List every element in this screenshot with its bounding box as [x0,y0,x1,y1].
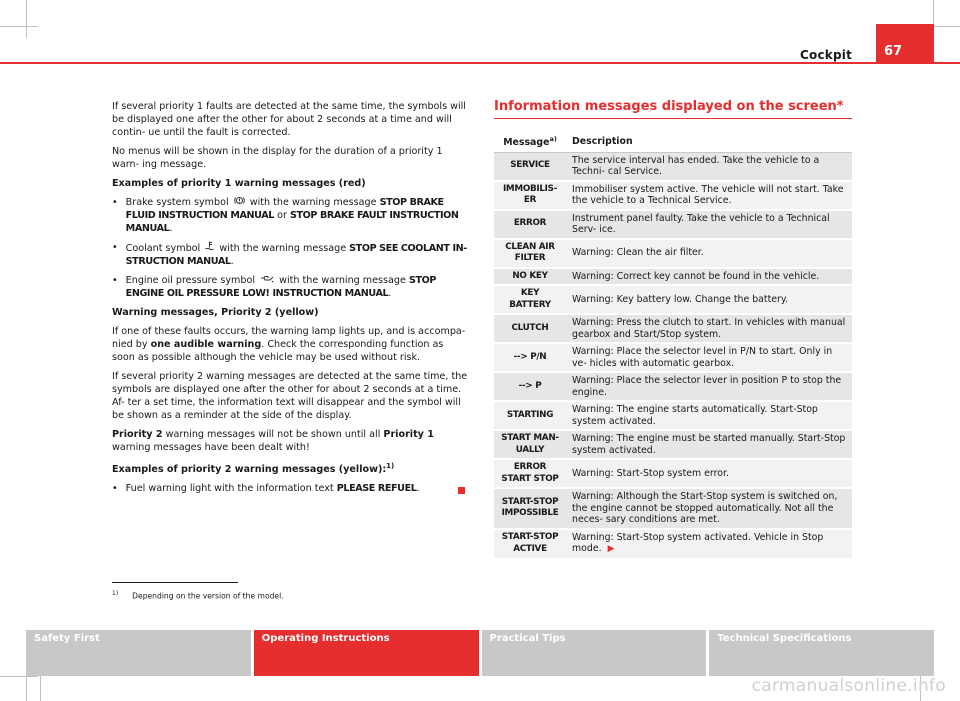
crop-mark [40,676,41,701]
table-row [494,268,852,286]
paragraph: If one of these faults occurs, the warning lamp lights up, and is accompa- nied by one audible warning. Check the corresponding function as soon as possible although the vehicle may be used without risk. [112,326,466,363]
table-row [494,459,852,488]
message-cell: CLEAN AIR FILTER [494,239,566,268]
subheading: Warning messages, Priority 2 (yellow) [112,307,319,318]
message-cell: ERROR START STOP [494,459,566,488]
description-cell: Warning: The engine must be started manually. Start-Stop system activated. [566,430,852,459]
description-cell: Warning: Clean the air filter. [566,239,852,268]
table-row [494,285,852,314]
message-cell: START-STOP IMPOSSIBLE [494,488,566,529]
brake-warning-icon [234,196,245,209]
footer-tab-operating-instructions[interactable]: Operating Instructions [254,630,479,676]
list-item: • Fuel warning light with the information text PLEASE REFUEL. [112,483,420,495]
description-cell: The service interval has ended. Take the vehicle to a Techni- cal Service. [566,152,852,181]
paragraph: If several priority 2 warning messages are detected at the same time, the symbols are displayed one after the other for about 2 seconds at a time. Af- ter a set time, the information text will disappear and the symbol will be shown as a reminder at the side of the display. [112,371,468,421]
crop-mark [26,0,27,38]
bullet-dot: • [112,197,118,208]
description-cell: Warning: Key battery low. Change the battery. [566,285,852,314]
table-row [494,529,852,559]
section-end-marker [458,487,465,494]
list-item: • Engine oil pressure symbol with the warning message STOP ENGINE OIL PRESSURE LOW! INSTRUCTION MANUAL. [112,275,437,299]
paragraph: No menus will be shown in the display for the duration of a priority 1 warn- ing message. [112,146,443,170]
message-cell: --> P [494,372,566,401]
coolant-icon [205,241,214,255]
message-cell: STARTING [494,401,566,430]
footer-tab-practical-tips[interactable]: Practical Tips [482,630,707,676]
table-row [494,314,852,343]
footer-tab-technical-specifications[interactable]: Technical Specifications [709,630,934,676]
table-row [494,239,852,268]
header-rule [0,62,960,64]
section-title: Cockpit [800,48,852,62]
table-row [494,343,852,372]
message-cell: CLUTCH [494,314,566,343]
footnote-rule [112,582,238,583]
list-item: • Brake system symbol with the warning message STOP BRAKE FLUID INSTRUCTION MANUAL or STOP BRAKE FAULT INSTRUCTION MANUAL. [112,197,459,234]
table-header-row [494,132,852,152]
description-cell: Instrument panel faulty. Take the vehicle to a Technical Serv- ice. [566,210,852,239]
paragraph: Priority 2 warning messages will not be shown until all Priority 1 warning messages have been dealt with! [112,429,434,453]
crop-mark [0,26,38,27]
table-row [494,372,852,401]
column-header-message: Message$^{a)}$ [494,132,566,152]
description-cell: Warning: Start-Stop system activated. Vehicle in Stop mode. ▶ [566,529,852,559]
message-cell: SERVICE [494,152,566,181]
table-row [494,152,852,181]
table-row [494,488,852,529]
table-row [494,430,852,459]
list-item: • Coolant symbol with the warning message STOP SEE COOLANT IN- STRUCTION MANUAL. [112,242,467,267]
footer-tab-safety-first[interactable]: Safety First [26,630,251,676]
paragraph: If several priority 1 faults are detected at the same time, the symbols will be displayed one after the other for about 2 seconds at a time and will contin- ue until the fault is corrected. [112,101,466,138]
description-cell: Warning: The engine starts automatically. Start-Stop system activated. [566,401,852,430]
message-cell: ERROR [494,210,566,239]
page-number: 67 [876,24,934,64]
footer-nav [26,630,934,676]
message-cell: IMMOBILIS- ER [494,181,566,210]
description-cell: Warning: Place the selector level in P/N to start. Only in ve- hicles with automatic gearbox. [566,343,852,372]
crop-mark [0,676,38,677]
message-cell: --> P/N [494,343,566,372]
subheading: Examples of priority 2 warning messages (yellow):$^{1)}$ [112,462,395,476]
message-cell: START MAN- UALLY [494,430,566,459]
description-cell: Warning: Start-Stop system error. [566,459,852,488]
title-rule [494,118,852,119]
message-cell: KEY BATTERY [494,285,566,314]
description-cell: Warning: Press the clutch to start. In vehicles with manual gearbox and Start/Stop system. [566,314,852,343]
continue-arrow-icon: ▶ [607,544,615,555]
footnote: $^{1)}$ Depending on the version of the model. [112,590,284,601]
left-column [112,100,468,501]
table-row [494,181,852,210]
description-cell: Warning: Place the selector lever in position P to stop the engine. [566,372,852,401]
oil-pressure-icon [260,274,274,287]
bullet-dot: • [112,242,118,253]
messages-table [494,132,852,560]
description-cell: Warning: Correct key cannot be found in the vehicle. [566,268,852,286]
table-row [494,210,852,239]
table-body [494,152,852,559]
description-cell: Warning: Although the Start-Stop system is switched on, the engine cannot be stopped automatically. Not all the neces- sary conditions are met. [566,488,852,529]
watermark: carmanualsonline.info [751,676,946,696]
table-row [494,401,852,430]
description-cell: Immobiliser system active. The vehicle will not start. Take the vehicle to a Technical Service. [566,181,852,210]
message-cell: START-STOP ACTIVE [494,529,566,559]
bullet-dot: • [112,483,118,495]
bullet-dot: • [112,275,118,286]
subheading: Examples of priority 1 warning messages (red) [112,178,366,189]
table-title: Information messages displayed on the screen* [494,99,844,114]
column-header-description: Description [566,132,852,152]
message-cell: NO KEY [494,268,566,286]
